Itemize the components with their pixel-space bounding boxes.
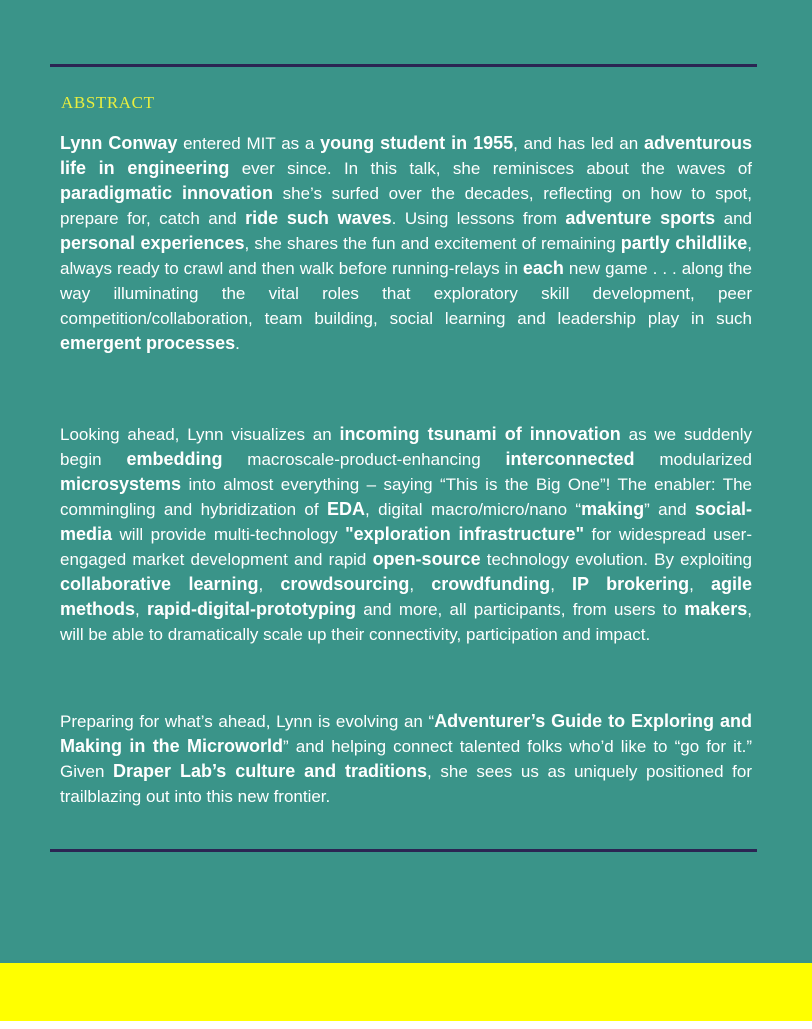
abstract-paragraph-1: Lynn Conway entered MIT as a young student in 1955, and has led an adventurous life in engineering ever since. In this talk, she reminisces about the waves of paradigmatic innovation she’s surfed over the decades, reflecting on how to spot, prepare for, catch and ride such waves. Using lessons from adventure sports and personal experiences, she shares the fun and excitement of remaining partly childlike, always ready to crawl and then walk before running-relays in each new game . . . along the way illuminating the vital roles that exploratory skill development, peer competition/collaboration, team building, social learning and leadership play in such emergent processes. [60,133,752,353]
top-horizontal-rule [50,64,757,67]
abstract-body [60,131,752,809]
yellow-accent-bar [0,963,812,1021]
bottom-horizontal-rule [50,849,757,852]
abstract-heading: ABSTRACT [61,93,155,112]
abstract-paragraph-3: Preparing for what’s ahead, Lynn is evolving an “Adventurer’s Guide to Exploring and Making in the Microworld” and helping connect talented folks who’d like to “go for it.” Given Draper Lab’s culture and traditions, she sees us as uniquely positioned for trailblazing out into this new frontier. [60,711,752,806]
abstract-paragraph-2: Looking ahead, Lynn visualizes an incoming tsunami of innovation as we suddenly begin embedding macroscale-product-enhancing interconnected modularized microsystems into almost everything – saying “This is the Big One”! The enabler: The commingling and hybridization of EDA, digital macro/micro/nano “making” and social-media will provide multi-technology "exploration infrastructure" for widespread user-engaged market development and rapid open-source technology evolution. By exploiting collaborative learning, crowdsourcing, crowdfunding, IP brokering, agile methods, rapid-digital-prototyping and more, all participants, from users to makers, will be able to dramatically scale up their connectivity, participation and impact. [60,424,753,644]
